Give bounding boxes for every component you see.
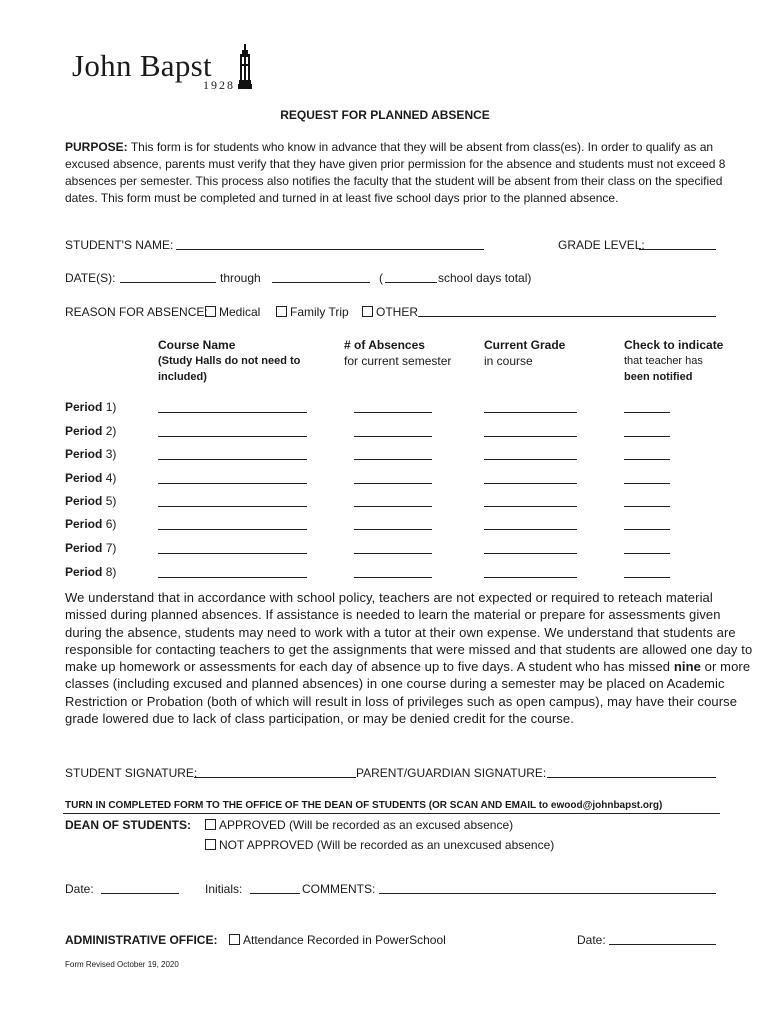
student-name-row — [65, 237, 173, 254]
purpose-text: This form is for students who know in advance that they will be absent from class(es). In order to qualify as an excused absence, parents must verify that they have given prior permission for the absence and students must not exceed 8 absences per semester. This process also notifies the faculty that the student will be absent from their class on the specified dates. This form must be completed and turned in at least five school days prior to the planned absence. — [65, 140, 726, 205]
review-date-label: Date: — [65, 882, 94, 896]
approved-label: APPROVED (Will be recorded as an excused absence) — [219, 818, 514, 832]
absences-field[interactable] — [354, 436, 432, 437]
current-grade-field[interactable] — [484, 412, 577, 413]
teacher-notified-field[interactable] — [624, 483, 670, 484]
turn-in-instructions: TURN IN COMPLETED FORM TO THE OFFICE OF THE DEAN OF STUDENTS (OR SCAN AND EMAIL to ewood@johnbapst.org) — [65, 800, 663, 811]
dean-not-approved[interactable] — [205, 837, 554, 854]
approved-checkbox[interactable] — [205, 819, 216, 830]
other-reason-field[interactable] — [418, 316, 716, 317]
student-signature-label: STUDENT SIGNATURE: — [65, 766, 198, 780]
teacher-notified-field[interactable] — [624, 553, 670, 554]
course-name-field[interactable] — [158, 483, 307, 484]
admin-date-field[interactable] — [609, 944, 716, 945]
header-course-name — [158, 337, 328, 385]
grade-level-field[interactable] — [639, 249, 716, 250]
family-trip-checkbox[interactable] — [276, 306, 287, 317]
period-row-label: Period 2) — [65, 424, 117, 438]
current-grade-field[interactable] — [484, 529, 577, 530]
header-course-sub2: included) — [158, 371, 207, 383]
header-absences — [344, 337, 479, 369]
attendance-recorded[interactable] — [229, 932, 446, 949]
course-name-field[interactable] — [158, 553, 307, 554]
end-date-field[interactable] — [272, 282, 370, 283]
dean-label: DEAN OF STUDENTS: — [65, 818, 191, 832]
grade-level-label: GRADE LEVEL: — [558, 238, 645, 252]
reason-label: REASON FOR ABSENCE: — [65, 305, 208, 319]
not-approved-label: NOT APPROVED (Will be recorded as an unexcused absence) — [219, 838, 555, 852]
header-check-title: Check to indicate — [624, 338, 724, 352]
period-row-label: Period 7) — [65, 541, 117, 555]
school-days-label: school days total) — [438, 271, 532, 285]
course-name-field[interactable] — [158, 529, 307, 530]
teacher-notified-field[interactable] — [624, 412, 670, 413]
dates-label: DATE(S): — [65, 271, 116, 285]
purpose-section — [65, 139, 745, 207]
header-grade-sub: in course — [484, 354, 533, 368]
current-grade-field[interactable] — [484, 459, 577, 460]
purpose-label: PURPOSE: — [65, 140, 128, 154]
course-name-field[interactable] — [158, 436, 307, 437]
current-grade-field[interactable] — [484, 436, 577, 437]
course-name-field[interactable] — [158, 506, 307, 507]
header-course-sub1: (Study Halls do not need to — [158, 355, 301, 367]
header-teacher-notified — [624, 337, 754, 385]
teacher-notified-field[interactable] — [624, 529, 670, 530]
comments-field[interactable] — [379, 893, 716, 894]
student-name-label: STUDENT'S NAME: — [65, 238, 174, 252]
period-row-label: Period 1) — [65, 400, 117, 414]
absences-field[interactable] — [354, 459, 432, 460]
header-absences-title: # of Absences — [344, 338, 425, 352]
period-row-label: Period 3) — [65, 447, 117, 461]
medical-checkbox[interactable] — [205, 306, 216, 317]
form-revision-note: Form Revised October 19, 2020 — [65, 960, 179, 969]
start-date-field[interactable] — [120, 282, 216, 283]
attendance-checkbox[interactable] — [229, 934, 240, 945]
teacher-notified-field[interactable] — [624, 506, 670, 507]
absences-field[interactable] — [354, 506, 432, 507]
teacher-notified-field[interactable] — [624, 459, 670, 460]
school-logo-name: John Bapst — [72, 48, 212, 83]
other-checkbox[interactable] — [362, 306, 373, 317]
reason-medical[interactable] — [205, 304, 260, 321]
header-grade — [484, 337, 594, 369]
dean-approved[interactable] — [205, 817, 513, 834]
medical-label: Medical — [219, 305, 261, 319]
form-title: REQUEST FOR PLANNED ABSENCE — [280, 108, 490, 122]
teacher-notified-field[interactable] — [624, 436, 670, 437]
section-divider — [63, 813, 720, 814]
admin-date-label: Date: — [577, 933, 606, 947]
family-trip-label: Family Trip — [290, 305, 349, 319]
not-approved-checkbox[interactable] — [205, 839, 216, 850]
header-check-sub1: that teacher has — [624, 355, 703, 367]
parent-signature-field[interactable] — [547, 777, 716, 778]
review-date-field[interactable] — [101, 893, 179, 894]
course-name-field[interactable] — [158, 459, 307, 460]
policy-text-after: or more classes (including excused and planned absences) in one course during a semester may be placed on Academic Restriction or Probation (both of which will result in loss of privileges such as open campus), may have their course grade lowered due to lack of class participation, or may be denied credit for the course. — [65, 659, 751, 727]
student-signature-field[interactable] — [194, 777, 356, 778]
absences-field[interactable] — [354, 553, 432, 554]
initials-label: Initials: — [205, 882, 243, 896]
reason-family-trip[interactable] — [276, 304, 349, 321]
absences-field[interactable] — [354, 483, 432, 484]
school-logo-year: 1928 — [203, 78, 235, 92]
current-grade-field[interactable] — [484, 483, 577, 484]
student-name-field[interactable] — [176, 249, 484, 250]
current-grade-field[interactable] — [484, 506, 577, 507]
current-grade-field[interactable] — [484, 577, 577, 578]
teacher-notified-field[interactable] — [624, 577, 670, 578]
header-check-sub2: been notified — [624, 371, 693, 383]
absences-field[interactable] — [354, 577, 432, 578]
through-label: through — [220, 271, 261, 285]
school-days-field[interactable] — [385, 282, 437, 283]
open-paren: ( — [379, 271, 383, 285]
header-grade-title: Current Grade — [484, 338, 566, 352]
comments-label: COMMENTS: — [302, 882, 376, 896]
course-name-field[interactable] — [158, 577, 307, 578]
attendance-label: Attendance Recorded in PowerSchool — [243, 933, 446, 947]
header-course-title: Course Name — [158, 338, 236, 352]
parent-signature-label: PARENT/GUARDIAN SIGNATURE: — [356, 766, 547, 780]
period-row-label: Period 6) — [65, 517, 117, 531]
header-absences-sub: for current semester — [344, 354, 452, 368]
reason-other[interactable] — [362, 304, 418, 321]
course-name-field[interactable] — [158, 412, 307, 413]
absences-field[interactable] — [354, 412, 432, 413]
policy-paragraph — [65, 589, 755, 727]
bell-tower-icon — [235, 44, 255, 90]
period-row-label: Period 5) — [65, 494, 117, 508]
policy-text-bold: nine — [673, 659, 701, 675]
current-grade-field[interactable] — [484, 553, 577, 554]
initials-field[interactable] — [250, 893, 300, 894]
admin-office-label: ADMINISTRATIVE OFFICE: — [65, 933, 218, 947]
other-label: OTHER — [376, 305, 418, 319]
period-row-label: Period 8) — [65, 565, 117, 579]
absences-field[interactable] — [354, 529, 432, 530]
period-row-label: Period 4) — [65, 471, 117, 485]
policy-text-before: We understand that in accordance with school policy, teachers are not expected or required to reteach material missed during planned absences. If assistance is needed to learn the material or prepare for assessments given during the absence, students may need to work with a tutor at their own expense. We understand that students are responsible for contacting teachers to get the assignments that were missed and that students are allowed one day to make up homework or assessments for each day of absence up to five days. A student who has missed — [65, 590, 753, 675]
